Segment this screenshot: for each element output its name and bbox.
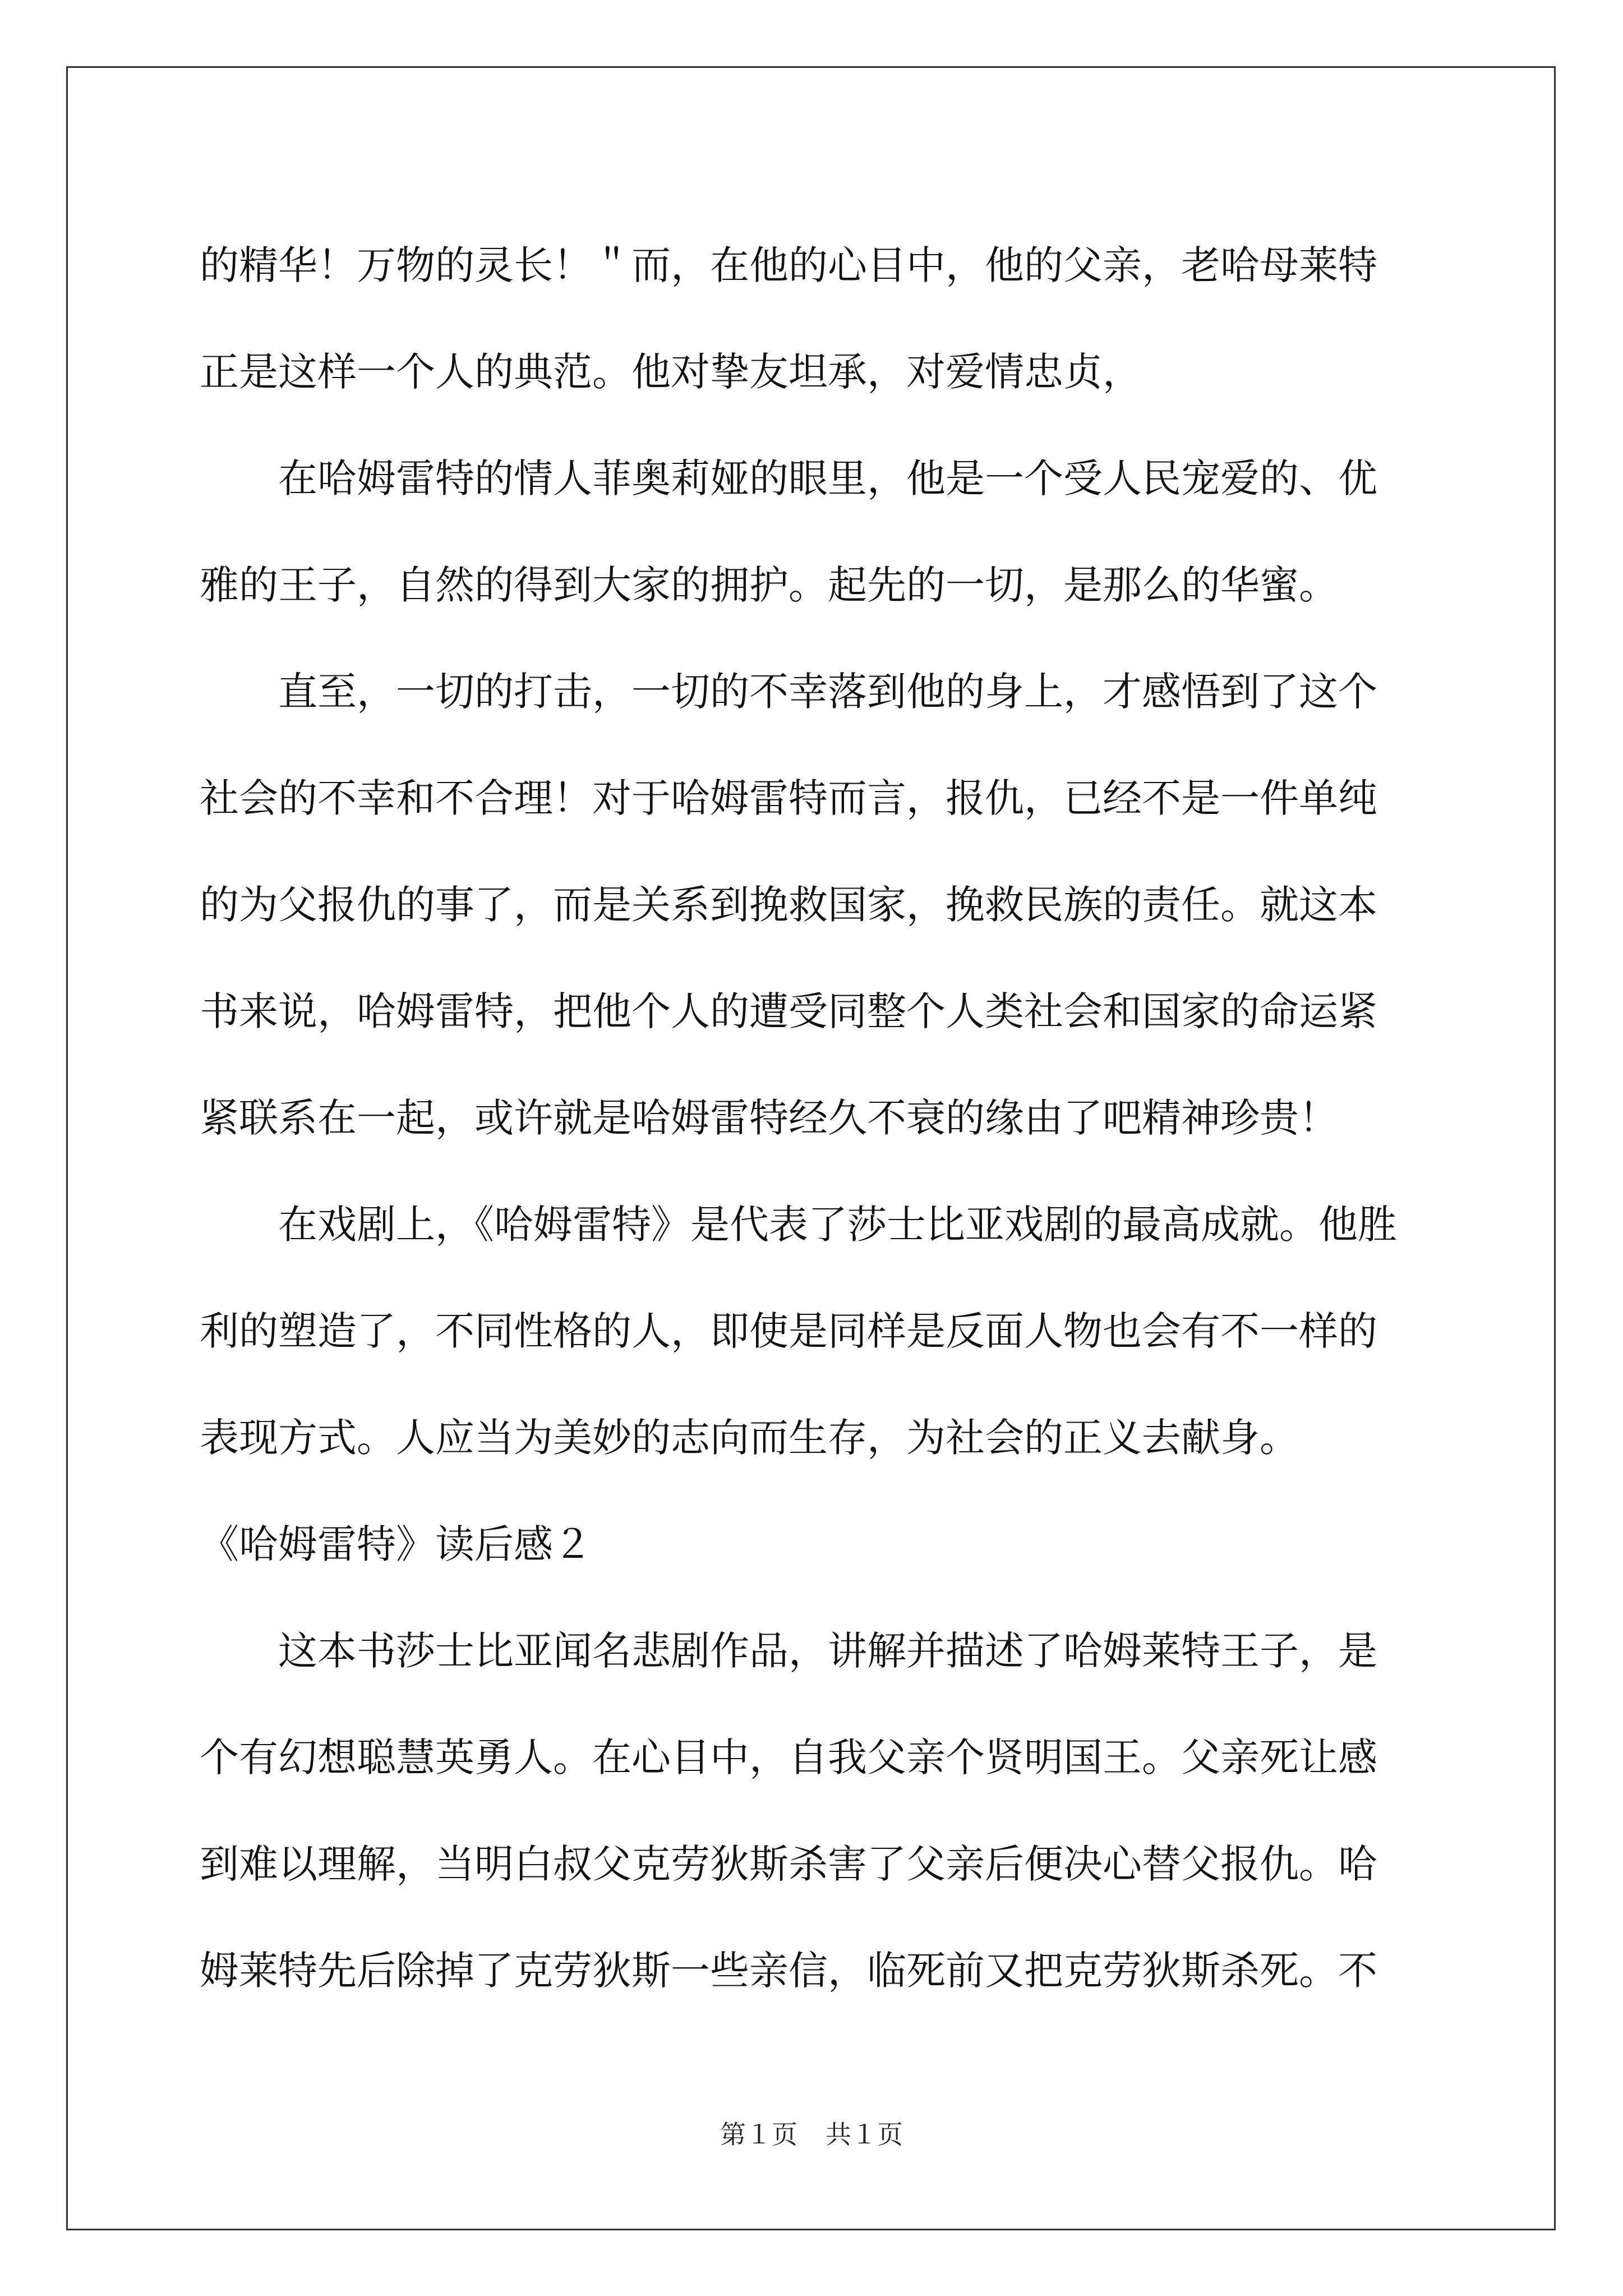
text-line: 雅的王子，自然的得到大家的拥护。起先的一切，是那么的华蜜。 — [200, 562, 1338, 608]
page-total: 共１页 — [826, 2120, 903, 2149]
text-line: 利的塑造了，不同性格的人，即使是同样是反面人物也会有不一样的 — [200, 1308, 1377, 1354]
text-line: 姆莱特先后除掉了克劳狄斯一些亲信，临死前又把克劳狄斯杀死。不 — [200, 1948, 1377, 1994]
paragraph-start-line: 在哈姆雷特的情人菲奥莉娅的眼里，他是一个受人民宠爱的、优 — [278, 455, 1377, 501]
section-heading: 《哈姆雷特》读后感２ — [200, 1521, 592, 1567]
text-line: 到难以理解，当明白叔父克劳狄斯杀害了父亲后便决心替父报仇。哈 — [200, 1841, 1377, 1887]
page-number: 第１页 — [720, 2120, 797, 2149]
text-line: 的为父报仇的事了，而是关系到挽救国家，挽救民族的责任。就这本 — [200, 882, 1377, 928]
paragraph-start-line: 这本书莎士比亚闻名悲剧作品，讲解并描述了哈姆莱特王子，是 — [278, 1628, 1377, 1674]
text-line: 个有幻想聪慧英勇人。在心目中，自我父亲个贤明国王。父亲死让感 — [200, 1734, 1377, 1780]
text-line: 紧联系在一起，或许就是哈姆雷特经久不衰的缘由了吧精神珍贵！ — [200, 1095, 1338, 1141]
text-line: 正是这样一个人的典范。他对挚友坦承，对爱情忠贞， — [200, 349, 1142, 395]
page-footer — [0, 2118, 1623, 2152]
text-line: 表现方式。人应当为美妙的志向而生存，为社会的正义去献身。 — [200, 1415, 1299, 1461]
paragraph-start-line: 直至，一切的打击，一切的不幸落到他的身上，才感悟到了这个 — [278, 669, 1377, 715]
document-body — [200, 212, 1439, 2024]
text-line: 书来说，哈姆雷特，把他个人的遭受同整个人类社会和国家的命运紧 — [200, 988, 1377, 1034]
paragraph-start-line: 在戏剧上，《哈姆雷特》是代表了莎士比亚戏剧的最高成就。他胜 — [278, 1202, 1397, 1248]
text-line: 社会的不幸和不合理！对于哈姆雷特而言，报仇，已经不是一件单纯 — [200, 775, 1377, 821]
text-line: 的精华！万物的灵长！＂而，在他的心目中，他的父亲，老哈母莱特 — [200, 242, 1377, 288]
